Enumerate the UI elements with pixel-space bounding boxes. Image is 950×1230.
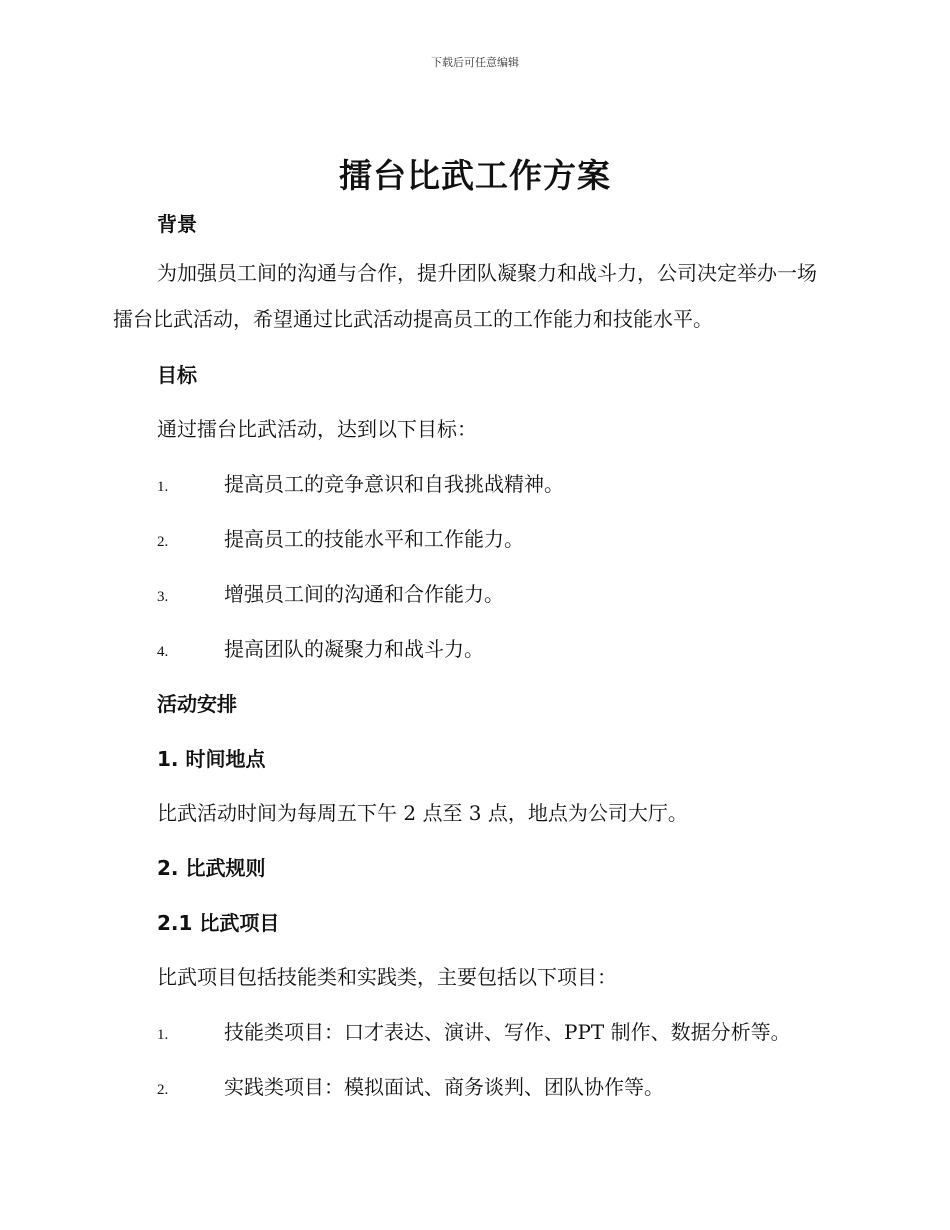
list-number: 2. (157, 1082, 169, 1098)
subheading-rules: 2. 比武规则 (157, 856, 266, 880)
list-number: 3. (157, 589, 169, 605)
project-list-item (157, 1071, 664, 1100)
background-paragraph: 为加强员工间的沟通与合作，提升团队凝聚力和战斗力，公司决定举办一场擂台比武活动，希望通过比武活动提高员工的工作能力和技能水平。 (113, 261, 817, 331)
goal-list-item (157, 468, 564, 497)
page-header-note: 下载后可任意编辑 (431, 56, 519, 69)
section-heading-goals: 目标 (157, 363, 197, 387)
list-text: 提高团队的凝聚力和战斗力。 (224, 637, 484, 661)
list-number: 2. (157, 534, 169, 550)
document-title: 擂台比武工作方案 (339, 156, 611, 195)
subheading-projects: 2.1 比武项目 (157, 911, 280, 935)
list-text: 提高员工的竞争意识和自我挑战精神。 (224, 472, 564, 496)
section-heading-arrangement: 活动安排 (157, 692, 237, 716)
subheading-time-place: 1. 时间地点 (157, 747, 266, 771)
goals-intro: 通过擂台比武活动，达到以下目标： (157, 417, 477, 441)
list-text: 提高员工的技能水平和工作能力。 (224, 527, 524, 551)
list-number: 1. (157, 479, 169, 495)
time-place-paragraph: 比武活动时间为每周五下午 2 点至 3 点，地点为公司大厅。 (157, 801, 688, 825)
goal-list-item (157, 523, 524, 552)
list-text: 技能类项目：口才表达、演讲、写作、PPT 制作、数据分析等。 (224, 1020, 791, 1044)
projects-intro: 比武项目包括技能类和实践类，主要包括以下项目： (157, 965, 617, 989)
project-list-item (157, 1016, 791, 1045)
list-text: 增强员工间的沟通和合作能力。 (224, 582, 504, 606)
goal-list-item (157, 633, 484, 662)
goal-list-item (157, 578, 504, 607)
list-number: 4. (157, 644, 169, 660)
section-heading-background: 背景 (157, 212, 197, 236)
list-text: 实践类项目：模拟面试、商务谈判、团队协作等。 (224, 1075, 664, 1099)
list-number: 1. (157, 1027, 169, 1043)
